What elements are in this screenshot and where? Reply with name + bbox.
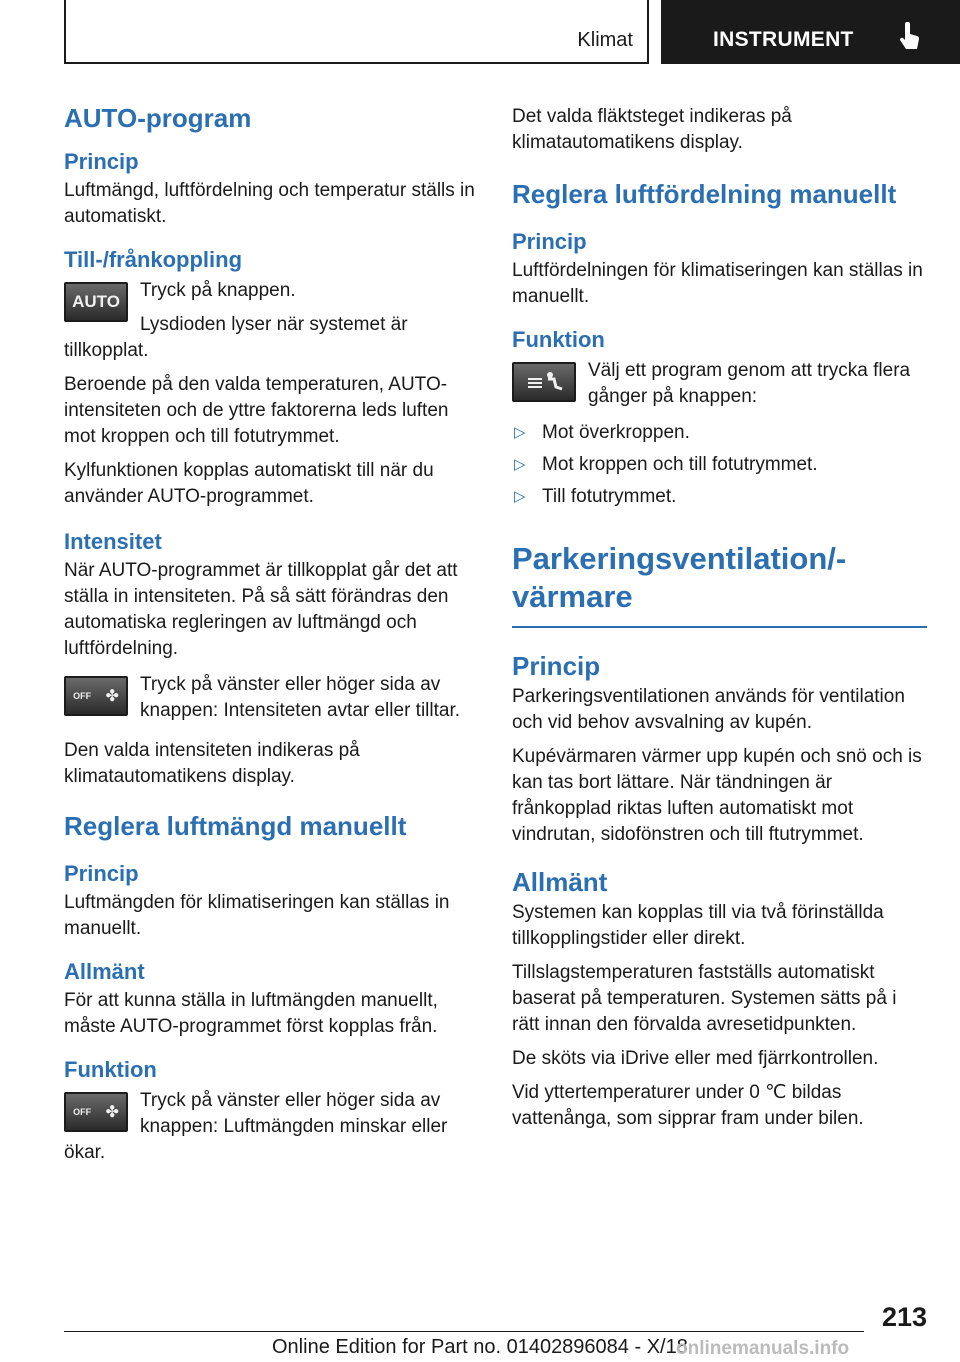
lm-allmant-text: För att kunna ställa in luftmängden manuellt, måste AUTO-programmet först kopplas från. <box>64 990 438 1037</box>
intensitet-heading: Intensitet <box>64 529 162 554</box>
till-text-3: Beroende på den valda temperaturen, AUTO-intensiteten och de yttre faktorerna leds luften mot kroppen och till fotutrymmet. <box>64 374 449 447</box>
till-text-4: Kylfunktionen kopplas automatiskt till när du använder AUTO-programmet. <box>64 460 434 507</box>
luftmangd-heading: Reglera luftmängd manuellt <box>64 811 407 841</box>
list-item <box>512 420 927 446</box>
lf-princip-heading: Princip <box>512 229 587 254</box>
auto-princip-heading: Princip <box>64 149 139 174</box>
page-number: 213 <box>881 1302 927 1332</box>
chapter-rule <box>512 626 927 628</box>
till-row <box>64 278 479 364</box>
air-distribution-button-icon <box>512 362 576 402</box>
lf-funktion-heading: Funktion <box>512 327 605 352</box>
triangle-bullet-icon: ▷ <box>514 456 526 473</box>
park-heading-line-1: Parkeringsventilation/- <box>512 541 847 576</box>
hand-pointer-icon <box>897 22 923 52</box>
pk-princip-text-2: Kupévärmaren värmer upp kupén och snö och is kan tas bort lättare. När tändningen är frånkopplad riktas luften automatiskt mot vindrutan, sidofönstren och till ftutrymmet. <box>512 746 922 845</box>
pk-allmant-text-2: Tillslagstemperaturen fastställs automatiskt baserat på temperaturen. Systemen sätts på i rätt innan den förvalda avresetidpunkten. <box>512 962 897 1035</box>
list-item <box>512 452 927 478</box>
intensitet-row <box>64 672 479 724</box>
lm-princip-text: Luftmängden för klimatiseringen kan ställas in manuellt. <box>64 892 450 939</box>
fan-off-label: OFF <box>73 1107 92 1117</box>
park-heading <box>512 540 927 616</box>
lf-funktion-row <box>512 358 927 410</box>
till-text-2: Lysdioden lyser när systemet är tillkopplat. <box>64 314 408 361</box>
lm-funktion-text: Tryck på vänster eller höger sida av knappen: Luftmängden minskar eller ökar. <box>64 1090 448 1163</box>
list-item-text: Mot överkroppen. <box>542 422 690 443</box>
fan-glyph-icon: ✤ <box>105 688 119 705</box>
lm-funktion-heading: Funktion <box>64 1057 157 1082</box>
triangle-bullet-icon: ▷ <box>514 424 526 441</box>
park-heading-line-2: värmare <box>512 579 633 614</box>
pk-princip-heading: Princip <box>512 651 601 681</box>
pk-princip-text-1: Parkeringsventilationen används för ventilation och vid behov avsvalning av kupén. <box>512 686 905 733</box>
fan-button-icon <box>64 676 128 716</box>
till-heading: Till-/frånkoppling <box>64 247 243 272</box>
auto-program-heading: AUTO-program <box>64 103 252 133</box>
pk-allmant-text-4: Vid yttertemperaturer under 0 ℃ bildas vattenånga, som sipprar fram under bilen. <box>512 1082 864 1129</box>
air-distribution-list <box>512 420 927 510</box>
watermark: onlinemanuals.info <box>676 1338 850 1359</box>
list-item-text: Till fotutrymmet. <box>542 486 677 507</box>
lm-allmant-heading: Allmänt <box>64 959 145 984</box>
pk-allmant-heading: Allmänt <box>512 867 608 897</box>
lf-princip-text: Luftfördelningen för klimatiseringen kan ställas in manuellt. <box>512 260 923 307</box>
right-column <box>512 100 927 1132</box>
triangle-bullet-icon: ▷ <box>514 488 526 505</box>
header-chapter-label: INSTRUMENT <box>713 28 854 51</box>
pk-allmant-text-3: De sköts via iDrive eller med fjärrkontrollen. <box>512 1048 879 1069</box>
header-chapter-tab <box>661 0 960 64</box>
auto-button-icon <box>64 282 128 322</box>
fan-glyph-icon: ✤ <box>105 1104 119 1121</box>
air-distribution-glyph-icon <box>524 369 564 395</box>
auto-princip-text: Luftmängd, luftfördelning och temperatur ställs in automatiskt. <box>64 180 475 227</box>
lm-princip-heading: Princip <box>64 861 139 886</box>
intensitet-text-3: Den valda intensiteten indikeras på klimatautomatikens display. <box>64 740 360 787</box>
header-section-label: Klimat <box>577 29 633 51</box>
lm-funktion-row <box>64 1088 479 1166</box>
luftford-heading: Reglera luftfördelning manuellt <box>512 179 897 209</box>
header-section-tab <box>64 0 649 64</box>
list-item-text: Mot kroppen och till fotutrymmet. <box>542 454 818 475</box>
footer-rule <box>64 1331 864 1332</box>
footer-edition: Online Edition for Part no. 01402896084 - X/18 <box>272 1336 688 1358</box>
lf-funktion-text: Välj ett program genom att trycka flera gånger på knappen: <box>588 360 911 407</box>
fan-off-label: OFF <box>73 691 92 701</box>
auto-button-label: AUTO <box>72 292 120 311</box>
fan-button-icon <box>64 1092 128 1132</box>
pk-allmant-text-1: Systemen kan kopplas till via två förinställda tillkopplingstider eller direkt. <box>512 902 884 949</box>
intensitet-text-2: Tryck på vänster eller höger sida av knappen: Intensiteten avtar eller tilltar. <box>140 674 461 721</box>
fl-text: Det valda fläktsteget indikeras på klimatautomatikens display. <box>512 106 792 153</box>
left-column <box>64 100 479 1166</box>
intensitet-text-1: När AUTO-programmet är tillkopplat går det att ställa in intensiteten. På så sätt förändras den automatiska regleringen av luftmängd och luftfördelning. <box>64 560 458 659</box>
list-item <box>512 484 927 510</box>
till-text-1: Tryck på knappen. <box>140 280 296 301</box>
